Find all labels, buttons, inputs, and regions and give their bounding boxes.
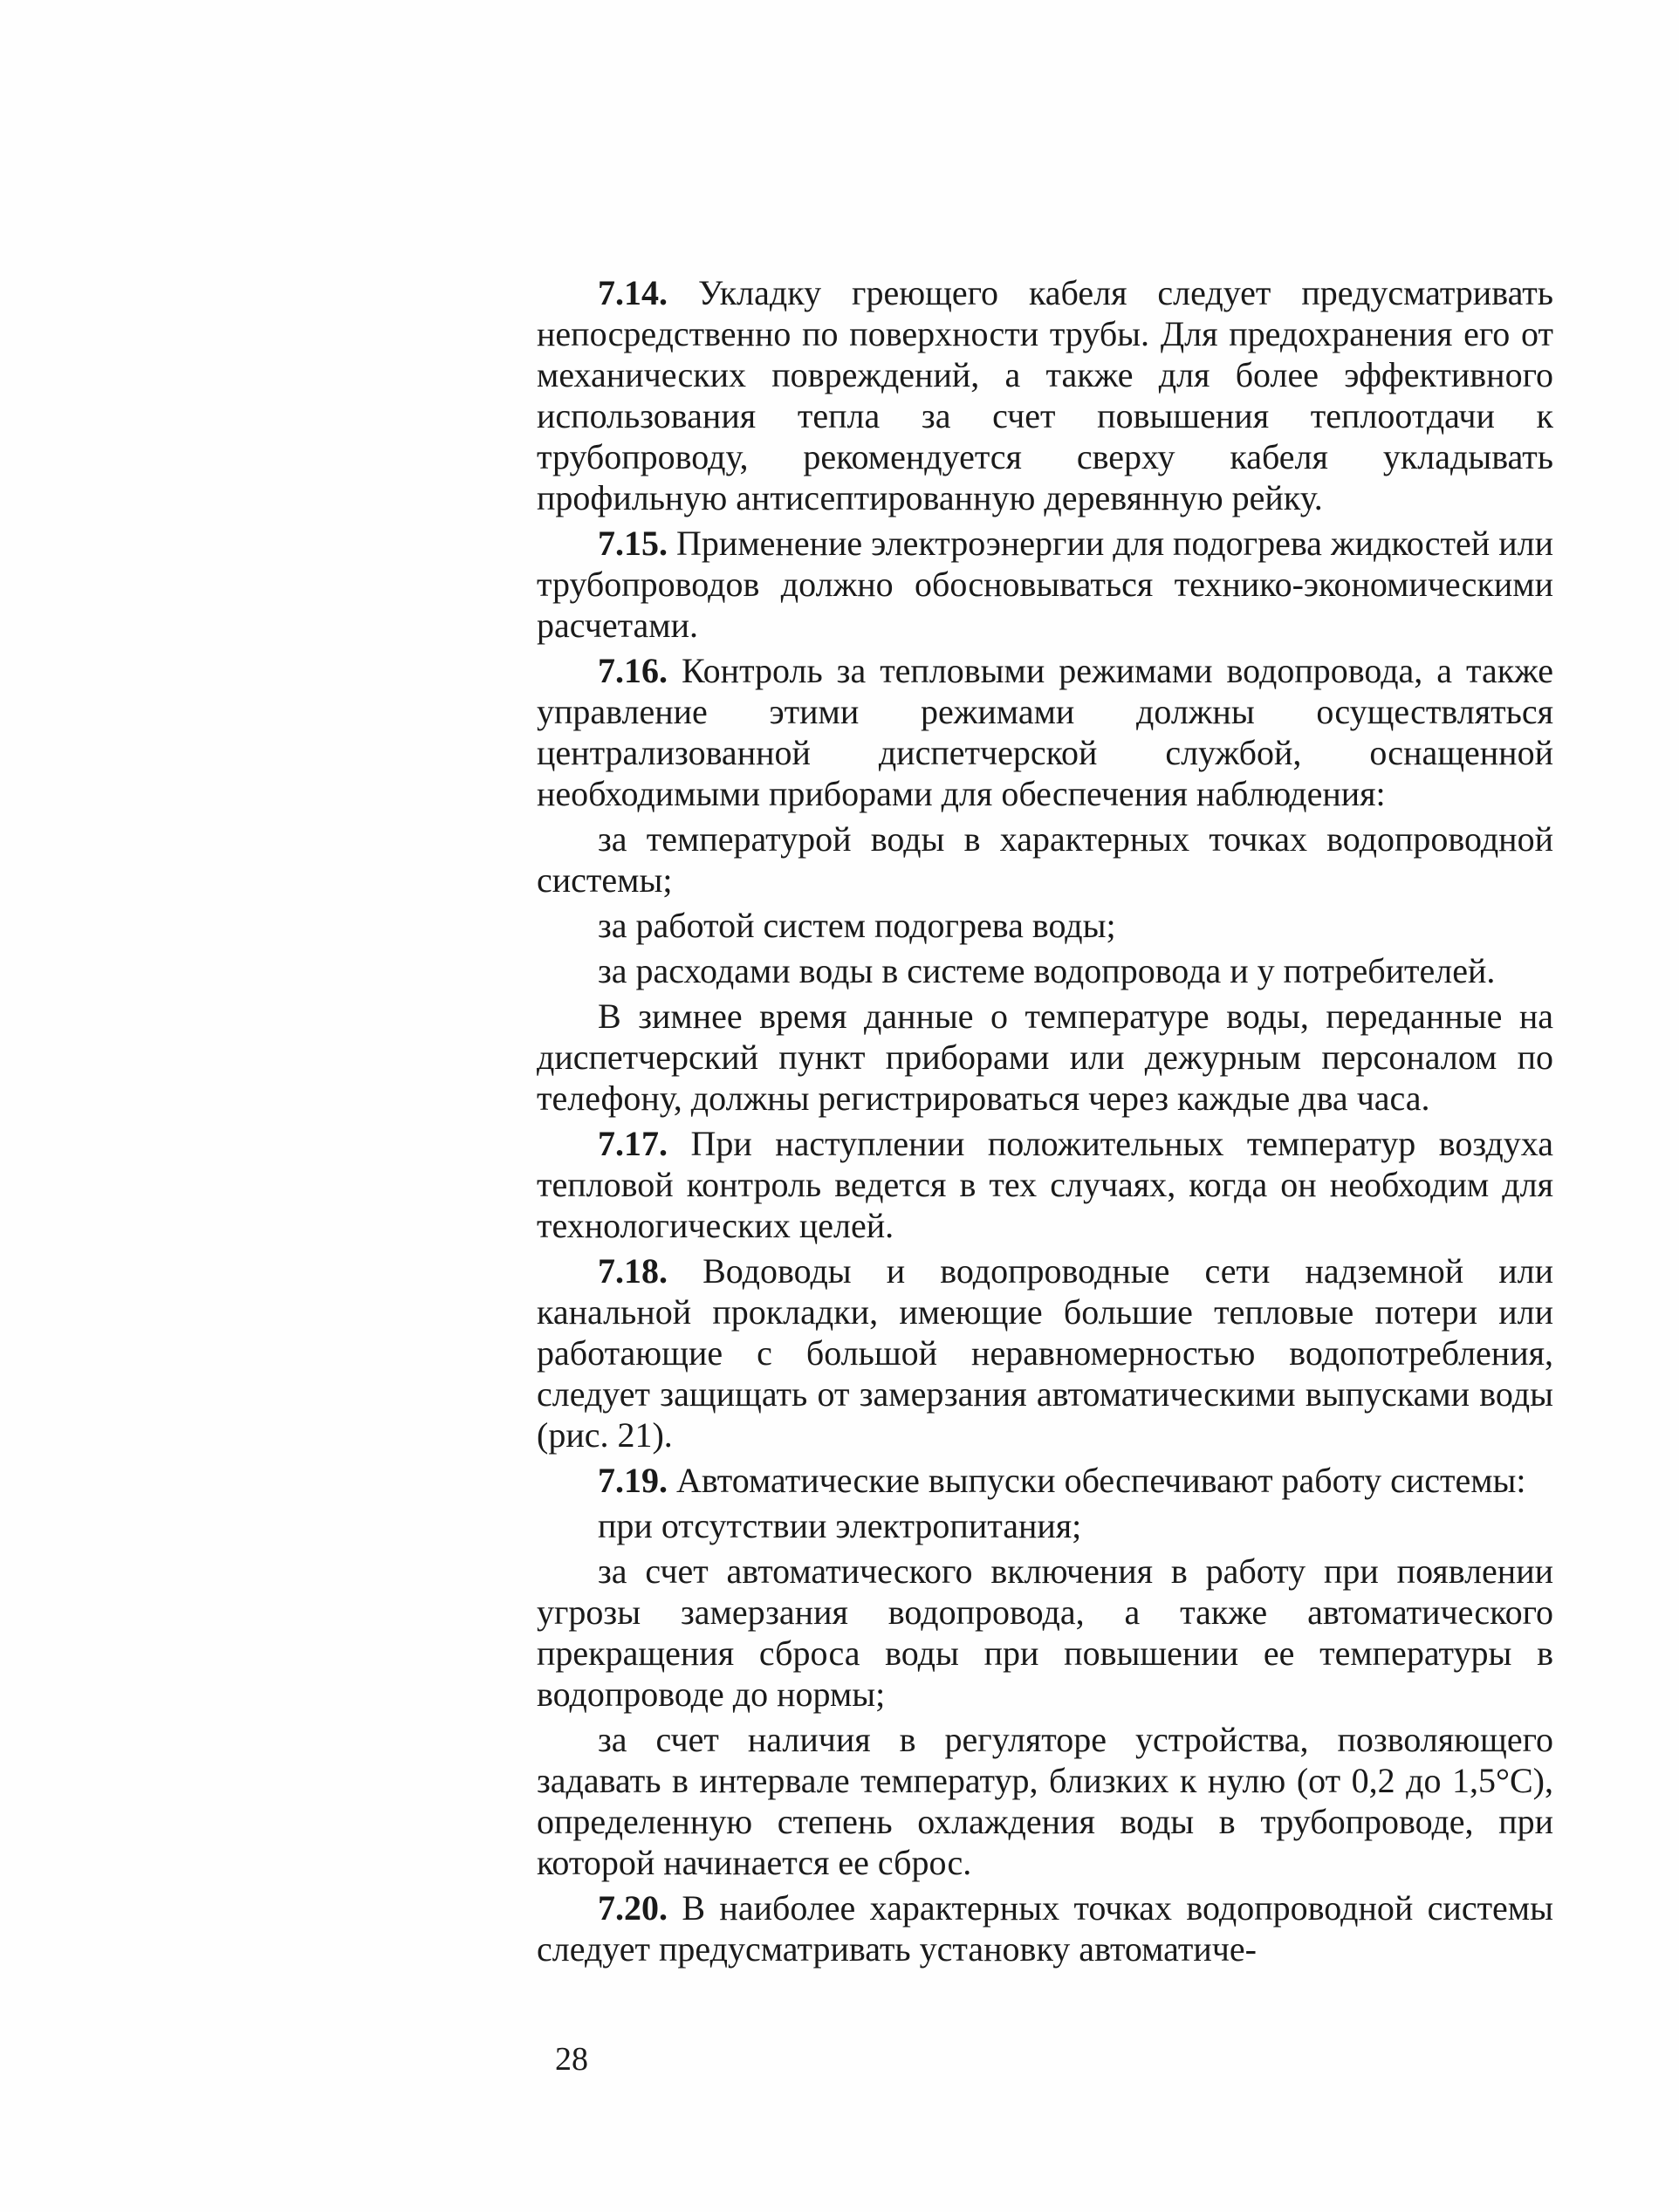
list-item — [537, 1505, 1553, 1546]
paragraph-text: Контроль за тепловыми режимами водопровода, а также управление этими режимами должны осуществляться централизованной диспетчерской службой, оснащенной необходимыми приборами для обеспечения наблюдения: — [537, 651, 1553, 813]
paragraph-number: 7.20. — [598, 1888, 668, 1928]
paragraph — [537, 1460, 1553, 1501]
paragraph-number: 7.19. — [598, 1461, 668, 1500]
paragraph-text: Водоводы и водопроводные сети надземной или канальной прокладки, имеющие большие тепловые потери или работающие с большой неравномерностью водопотребления, следует защищать от замерзания автоматическими выпусками воды (рис. 21). — [537, 1251, 1554, 1455]
paragraph — [537, 996, 1553, 1119]
paragraph-number: 7.14. — [598, 273, 668, 312]
paragraph — [537, 523, 1553, 646]
paragraph-number: 7.15. — [598, 524, 668, 563]
paragraph-text: В зимнее время данные о температуре воды, переданные на диспетчерский пункт приборами или дежурным персоналом по телефону, должны регистрироваться через каждые два часа. — [537, 996, 1553, 1118]
paragraph-text: Автоматические выпуски обеспечивают работу системы: — [676, 1461, 1526, 1500]
list-item — [537, 905, 1553, 946]
paragraph — [537, 650, 1553, 814]
paragraph-text: В наиболее характерных точках водопроводной системы следует предусматривать установку автоматиче- — [537, 1888, 1553, 1969]
paragraph-number: 7.18. — [598, 1251, 668, 1291]
paragraph-text: Применение электроэнергии для подогрева жидкостей или трубопроводов должно обосновываться технико-экономическими расчетами. — [537, 524, 1553, 645]
list-item — [537, 1551, 1553, 1715]
paragraph-number: 7.17. — [598, 1124, 668, 1163]
paragraph-text: Укладку греющего кабеля следует предусматривать непосредственно по поверхности трубы. Для предохранения его от механических повреждений, а также для более эффективного использования тепла за счет повышения теплоотдачи к трубопроводу, рекомендуется сверху кабеля укладывать профильную антисептированную деревянную рейку. — [537, 273, 1554, 517]
paragraph-text: за расходами воды в системе водопровода и у потребителей. — [598, 951, 1496, 990]
paragraph-text: за температурой воды в характерных точках водопроводной системы; — [537, 819, 1553, 900]
paragraph-text: за счет наличия в регуляторе устройства, позволяющего задавать в интервале температур, близких к нулю (от 0,2 до 1,5°С), определенную степень охлаждения воды в трубопроводе, при которой начинается ее сброс. — [537, 1720, 1553, 1882]
list-item — [537, 1719, 1553, 1883]
paragraph-text: за работой систем подогрева воды; — [598, 906, 1116, 945]
paragraph-text: за счет автоматического включения в работу при появлении угрозы замерзания водопровода, а также автоматического прекращения сброса воды при повышении ее температуры в водопроводе до нормы; — [537, 1551, 1553, 1714]
body-text — [537, 272, 1553, 1969]
paragraph — [537, 272, 1553, 518]
paragraph — [537, 1123, 1553, 1246]
page-number: 28 — [555, 2041, 588, 2078]
paragraph-number: 7.16. — [598, 651, 668, 690]
paragraph-text: При наступлении положительных температур воздуха тепловой контроль ведется в тех случаях, когда он необходим для технологических целей. — [537, 1124, 1553, 1245]
list-item — [537, 818, 1553, 901]
list-item — [537, 950, 1553, 991]
paragraph-text: при отсутствии электропитания; — [598, 1506, 1082, 1545]
paragraph — [537, 1250, 1553, 1455]
paragraph — [537, 1887, 1553, 1969]
